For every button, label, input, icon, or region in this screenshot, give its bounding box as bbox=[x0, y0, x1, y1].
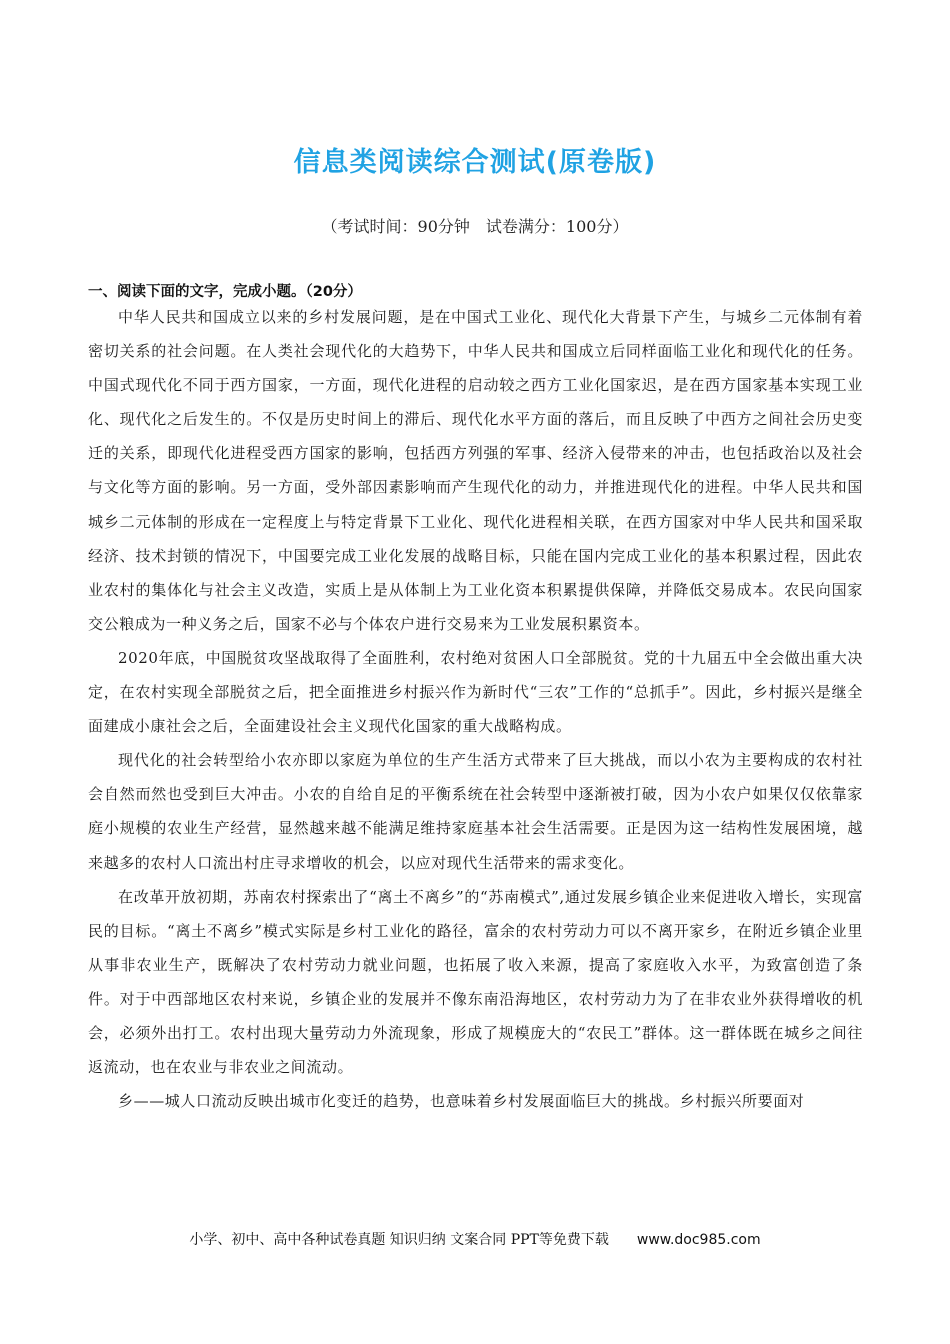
paragraph-4: 在改革开放初期，苏南农村探索出了“离土不离乡”的“苏南模式”,通过发展乡镇企业来促进收入增长，实现富民的目标。“离土不离乡”模式实际是乡村工业化的路径，富余的农村劳动力可以不离开家乡，在附近乡镇企业里从事非农业生产，既解决了农村劳动力就业问题，也拓展了收入来源，提高了家庭收入水平，为致富创造了条件。对于中西部地区农村来说，乡镇企业的发展并不像东南沿海地区，农村劳动力为了在非农业外获得增收的机会，必须外出打工。农村出现大量劳动力外流现象，形成了规模庞大的“农民工”群体。这一群体既在城乡之间往返流动，也在农业与非农业之间流动。 bbox=[88, 887, 863, 1077]
footer-site-link[interactable]: www.doc985.com bbox=[636, 1232, 761, 1248]
footer-text: 小学、初中、高中各种试卷真题 知识归纳 文案合同 PPT等免费下载 bbox=[189, 1232, 609, 1248]
paragraph-2: 2020年底，中国脱贫攻坚战取得了全面胜利，农村绝对贫困人口全部脱贫。党的十九届五中全会做出重大决定，在农村实现全部脱贫之后，把全面推进乡村振兴作为新时代“三农”工作的“总抓手”。因此，乡村振兴是继全面建成小康社会之后，全面建设社会主义现代化国家的重大战略构成。 bbox=[88, 648, 863, 736]
paragraph-5: 乡——城人口流动反映出城市化变迁的趋势，也意味着乡村发展面临巨大的挑战。乡村振兴所要面对 bbox=[118, 1092, 805, 1111]
page-footer bbox=[0, 1229, 950, 1249]
document-title: 信息类阅读综合测试(原卷版) bbox=[293, 147, 657, 178]
exam-info: （考试时间：90分钟 试卷满分：100分） bbox=[321, 217, 629, 236]
paragraph-1: 中华人民共和国成立以来的乡村发展问题，是在中国式工业化、现代化大背景下产生，与城乡二元体制有着密切关系的社会问题。在人类社会现代化的大趋势下，中华人民共和国成立后同样面临工业化和现代化的任务。中国式现代化不同于西方国家，一方面，现代化进程的启动较之西方工业化国家迟，是在西方国家基本实现工业化、现代化之后发生的。不仅是历史时间上的滞后、现代化水平方面的落后，而且反映了中西方之间社会历史变迁的关系，即现代化进程受西方国家的影响，包括西方列强的军事、经济入侵带来的冲击，也包括政治以及社会与文化等方面的影响。另一方面，受外部因素影响而产生现代化的动力，并推进现代化的进程。中华人民共和国城乡二元体制的形成在一定程度上与特定背景下工业化、现代化进程相关联，在西方国家对中华人民共和国采取经济、技术封锁的情况下，中国要完成工业化发展的战略目标，只能在国内完成工业化的基本积累过程，因此农业农村的集体化与社会主义改造，实质上是从体制上为工业化资本积累提供保障，并降低交易成本。农民向国家交公粮成为一种义务之后，国家不必与个体农户进行交易来为工业发展积累资本。 bbox=[88, 308, 863, 633]
reading-passage bbox=[88, 300, 863, 1118]
section-heading: 一、阅读下面的文字，完成小题。（20分） bbox=[88, 284, 362, 300]
paragraph-3: 现代化的社会转型给小农亦即以家庭为单位的生产生活方式带来了巨大挑战，而以小农为主要构成的农村社会自然而然也受到巨大冲击。小农的自给自足的平衡系统在社会转型中逐渐被打破，因为小农户如果仅仅依靠家庭小规模的农业生产经营，显然越来越不能满足维持家庭基本社会生活需要。正是因为这一结构性发展困境，越来越多的农村人口流出村庄寻求增收的机会，以应对现代生活带来的需求变化。 bbox=[88, 751, 863, 872]
